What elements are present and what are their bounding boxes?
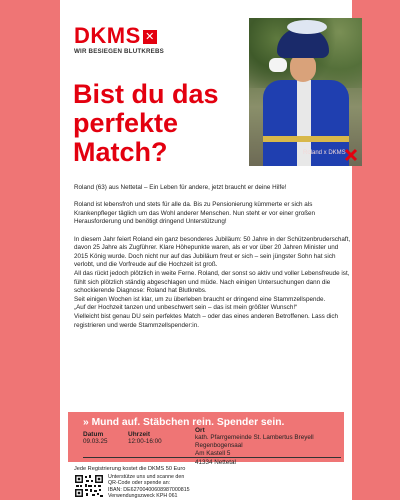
- paragraph-6: Vielleicht bist genau DU sein perfektes Match – oder das eines anderen Betroffenen. Lass dich registrieren und werde Stammzellspender:in.: [74, 312, 339, 329]
- logo-wordmark: DKMS: [74, 23, 141, 48]
- dkms-x-icon: [344, 148, 358, 162]
- quote: „Auf der Hochzeit tanzen und unbeschwert sein – das ist mein größter Wunsch!“: [74, 304, 298, 312]
- divider: [83, 457, 341, 458]
- place-line: Am Kastell 5: [195, 450, 231, 458]
- patient-photo: [249, 18, 362, 166]
- paragraph-4: Seit einigen Wochen ist klar, um zu überleben braucht er dringend eine Stammzellspende.: [74, 295, 326, 303]
- support-line: Unterstütze uns und scanne den: [108, 474, 185, 480]
- support-line: QR-Code oder spende an:: [108, 480, 171, 487]
- paragraph-2: In diesem Jahr feiert Roland ein ganz besonderes Jubiläum: 50 Jahre in der Schützenbruderschaft, davon 25 Jahre als Zugführer. Klare Höhepunkte waren, als er vor über 20 Jahren Minister und 2015 König wurde. Doch nicht nur auf das Jubiläum freut er sich – sein jüngster Sohn hat sich verlobt, und die Vorfreude auf die Hochzeit ist groß.: [74, 235, 351, 269]
- place-line: kath. Pfarrgemeinde St. Lambertus Breyell: [195, 434, 314, 441]
- paragraph-1: Roland ist lebensfroh und stets für alle da. Bis zu Pensionierung kümmerte er sich als Krankenpfleger täglich um das Wohl anderer Menschen. Nun steht er vor einer großen Herausforderung und benötigt dringend Unterstützung!: [74, 201, 316, 226]
- date-value: 09.03.25: [83, 438, 108, 445]
- registration-cost-note: Jede Registrierung kostet die DKMS 50 Euro: [74, 466, 186, 472]
- place-label: Ort: [195, 427, 205, 434]
- place-line: 41334 Nettetal: [195, 458, 236, 466]
- place-line: Regenbogensaal: [195, 442, 243, 450]
- headline: [73, 80, 243, 167]
- intro-paragraph: Roland (63) aus Nettetal – Ein Leben für andere, jetzt braucht er deine Hilfe!: [74, 184, 287, 191]
- dkms-logo: [74, 23, 164, 55]
- time-value: 12:00-16:00: [128, 438, 162, 445]
- iban-line: IBAN: DE62700400608987000815: [108, 486, 190, 493]
- reference-line: Verwendungszweck KPH 061: [108, 493, 178, 500]
- date-label: Datum: [83, 431, 104, 438]
- story-text: [74, 184, 352, 330]
- photo-watermark: Roland x DKMS: [303, 150, 346, 156]
- headline-line-2: perfekte: [73, 108, 179, 138]
- qr-code-icon: [74, 474, 104, 498]
- event-slogan: » Mund auf. Stäbchen rein. Spender sein.: [83, 417, 285, 428]
- logo-tagline: WIR BESIEGEN BLUTKREBS: [74, 48, 164, 55]
- logo-x-icon: ✕: [143, 30, 157, 44]
- paragraph-3: All das rückt jedoch plötzlich in weite Ferne. Roland, der sonst so aktiv und voller Lebensfreude ist, fühlt sich plötzlich ständig abgeschlagen und müde. Nach einigen Untersuchungen dann die schockierende Diagnose: Roland hat Blutkrebs.: [74, 269, 350, 295]
- headline-line-3: Match?: [73, 137, 168, 167]
- donation-info: [108, 474, 190, 500]
- left-color-panel: [0, 0, 60, 500]
- place-address: [195, 434, 314, 467]
- headline-line-1: Bist du das: [73, 79, 219, 109]
- time-label: Uhrzeit: [128, 431, 151, 438]
